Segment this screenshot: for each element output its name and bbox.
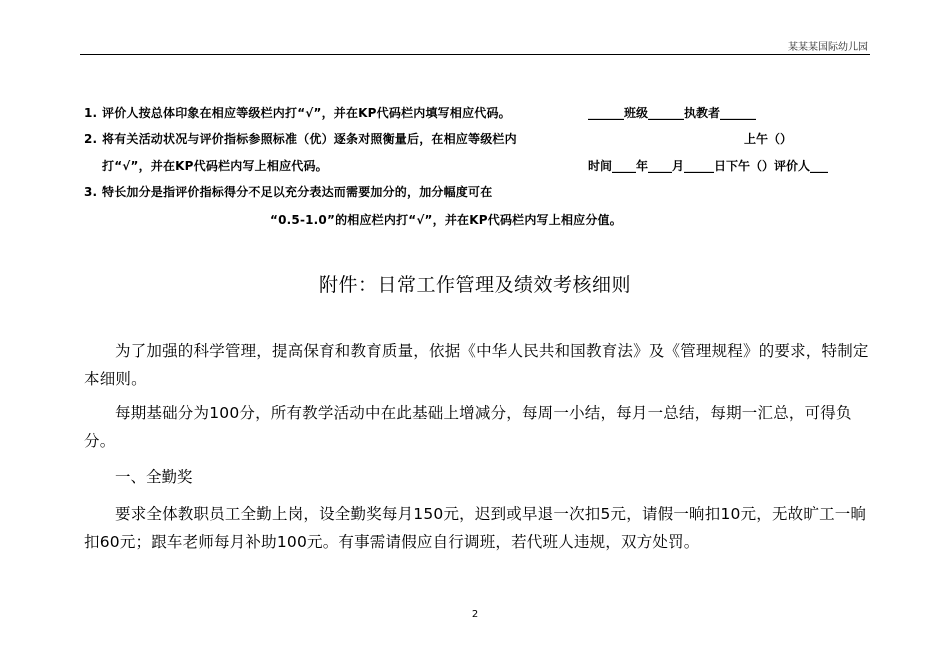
note-text: 特长加分是指评价指标得分不足以充分表达而需要加分的，加分幅度可在 bbox=[102, 185, 493, 199]
time-evaluator-field: 时间____年____月_____日下午（）评价人___ bbox=[588, 159, 829, 173]
note-number: 1. bbox=[84, 106, 98, 120]
section-heading-attendance: 一、全勤奖 bbox=[115, 468, 193, 486]
page-title: 附件：日常工作管理及绩效考核细则 bbox=[318, 274, 631, 296]
note-3 bbox=[84, 183, 492, 200]
attendance-paragraph: 要求全体教职员工全勤上岗，设全勤奖每月150元，迟到或早退一次扣5元，请假一晌扣10元，无故旷工一晌扣60元；跟车老师每月补助100元。有事需请假应自行调班，若代班人违规，双方处罚。 bbox=[84, 505, 867, 551]
note-1 bbox=[84, 104, 511, 121]
note-text: 将有关活动状况与评价指标参照标准（优）逐条对照衡量后，在相应等级栏内 bbox=[102, 132, 517, 146]
note-2-continued bbox=[84, 157, 328, 174]
note-text: 评价人按总体印象在相应等级栏内打“√”，并在KP代码栏内填写相应代码。 bbox=[102, 106, 511, 120]
note-number: 2. bbox=[84, 132, 98, 146]
note-text: “0.5-1.0”的相应栏内打“√”，并在KP代码栏内写上相应分值。 bbox=[270, 213, 622, 227]
base-score-paragraph: 每期基础分为100分，所有教学活动中在此基础上增减分，每周一小结，每月一总结，每期一汇总，可得负分。 bbox=[84, 404, 852, 450]
header-rule bbox=[80, 54, 870, 55]
note-3-continued bbox=[270, 211, 622, 228]
note-text: 打“√”，并在KP代码栏内写上相应代码。 bbox=[102, 159, 328, 173]
class-teacher-field: ______班级______执教者______ bbox=[588, 106, 757, 120]
note-number: 3. bbox=[84, 185, 98, 199]
header-org-name: 某某某国际幼儿园 bbox=[788, 42, 868, 53]
am-field: 上午（） bbox=[744, 132, 793, 146]
intro-paragraph: 为了加强的科学管理，提高保育和教育质量，依据《中华人民共和国教育法》及《管理规程》的要求，特制定本细则。 bbox=[84, 342, 869, 388]
note-2 bbox=[84, 130, 517, 147]
page-number: 2 bbox=[471, 609, 479, 620]
